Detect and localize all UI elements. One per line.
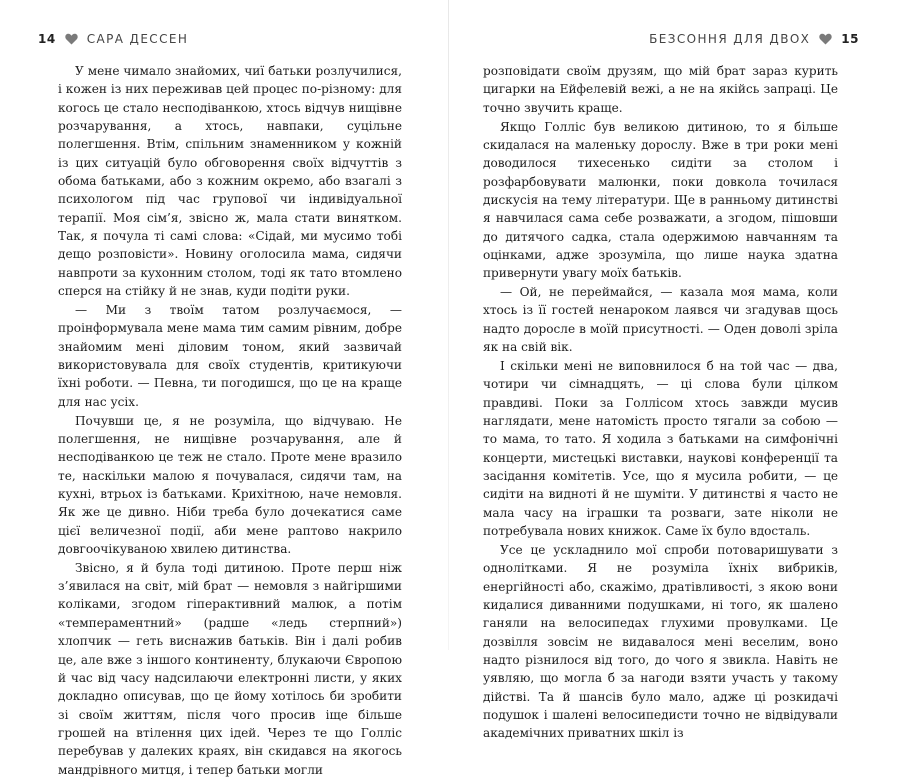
heart-icon bbox=[65, 33, 78, 45]
left-running-title: САРА ДЕССЕН bbox=[86, 32, 189, 46]
continued-paragraph: розповідати своїм друзям, що мій брат зараз курить цигарки на Ейфелевій вежі, а не на якійсь запраці. Це точно звучить краще. bbox=[483, 64, 838, 115]
paragraph: І скільки мені не виповнилося б на той час — два, чотири чи сімнадцять, — ці слова були цілком правдиві. Поки за Голлісом хтось завжди мусив наглядати, мене натомість просто тягали за собою — то мама, то тато. Я ходила з батьками на симфонічні концерти, мистецькі виставки, наукові конференції та засідання комітетів. Усе, що я мусила робити, — це сидіти на видноті й не шуміти. У дитинстві я часто не мала часу на іграшки та розваги, зате ніколи не потребувала нових книжок. Саме їх було вдосталь. bbox=[483, 359, 838, 539]
page-gutter bbox=[448, 0, 449, 650]
paragraph: — Ми з твоїм татом розлучаємося, — проінформувала мене мама тим самим рівним, добре знайомим мені діловим тоном, який зазвичай використовувала для своїх студентів, критикуючи їхні роботи. — Певна, ти погодишся, що це на краще для нас усіх. bbox=[58, 302, 402, 409]
right-running-title: БЕЗСОННЯ ДЛЯ ДВОХ bbox=[649, 32, 811, 46]
paragraph: Усе це ускладнило мої спроби потоваришувати з однолітками. Я не розуміла їхніх вибриків, енергійності або, скажімо, дратівливості, з якою вони кидалися диванними подушками, ні того, як шалено ганяли на велосипедах глухими провулками. Це дозвілля зовсім не видавалося мені веселим, воно надто різнилося від того, до чого я звикла. Навіть не уявляю, що могла б за нагоди взяти участь у такому дійстві. Та й шансів було мало, адже ці розкидачі подушок і шалені велосипедисти точно не відвідували академічних приватних шкіл із bbox=[483, 542, 838, 741]
paragraph: Почувши це, я не розуміла, що відчуваю. Не полегшення, не нищівне розчарування, але й несподіванкою це теж не стало. Проте мене вразило те, наскільки малою я почувалася, сидячи там, на кухні, втрьох із батьками. Крихітною, наче немовля. Як же це дивно. Ніби треба було дочекатися саме цієї величезної події, аби мене раптово накрило довгоочікуваною хвилею дитинства. bbox=[58, 413, 402, 556]
paragraph: Звісно, я й була тоді дитиною. Проте перш ніж з’явилася на світ, мій брат — немовля з найгіршими коліками, згодом гіперактивний малюк, а потім «темпераментний» (радше «ледь стерпний») хлопчик — геть виснажив батьків. Він і далі робив це, але вже з іншого континенту, блукаючи Європою й час від часу надсилаючи електронні листи, у яких докладно описував, що це йому хотілось би зробити зі своїм життям, після чого просив іще більше грошей на втілення цих ідей. Через те що Голліс перебував у далеких краях, він скидався на якогось мандрівного митця, і тепер батьки могли bbox=[58, 560, 402, 777]
right-running-head bbox=[649, 30, 859, 48]
paragraph: У мене чимало знайомих, чиї батьки розлучилися, і кожен із них переживав цей процес по-різному: для когось це стало несподіванкою, хтось відчув нищівне розчарування, а хтось, навпаки, суцільне полегшення. Втім, спільним знаменником у кожній із цих ситуацій було обговорення своїх відчуттів з обома батьками, або з кожним окремо, або взагалі з психологом під час групової чи індивідуальної терапії. Моя сім’я, звісно ж, мала стати винятком. Так, я почула ті самі слова: «Сідай, ми мусимо тобі дещо розповісти». Новину оголосила мама, сидячи навпроти за кухонним столом, тоді як тато втомлено сперся на стійку й не знав, куди подіти руки. bbox=[58, 64, 402, 299]
left-running-head bbox=[38, 30, 188, 48]
paragraph: — Ой, не переймайся, — казала моя мама, коли хтось із її гостей ненароком лаявся чи згадував щось надто доросле в моїй присутності. — Оден доволі зріла як на свій вік. bbox=[483, 285, 838, 355]
left-page-body bbox=[58, 62, 402, 779]
paragraph: Якщо Голліс був великою дитиною, то я більше скидалася на маленьку дорослу. Вже в три роки мені доводилося тихесенько сидіти за столом і розфарбовувати малюнки, поки довкола точилася дискусія на тему літератури. Ще в ранньому дитинстві я навчилася сама себе розважати, а згодом, пішовши до дитячого садка, стала одержимою навчанням та оцінками, адже зрозуміла, що лише наука здатна привернути увагу моїх батьків. bbox=[483, 119, 838, 281]
right-page-number: 15 bbox=[841, 32, 859, 46]
heart-icon bbox=[819, 33, 832, 45]
left-page-number: 14 bbox=[38, 32, 56, 46]
right-page-body bbox=[483, 62, 838, 743]
